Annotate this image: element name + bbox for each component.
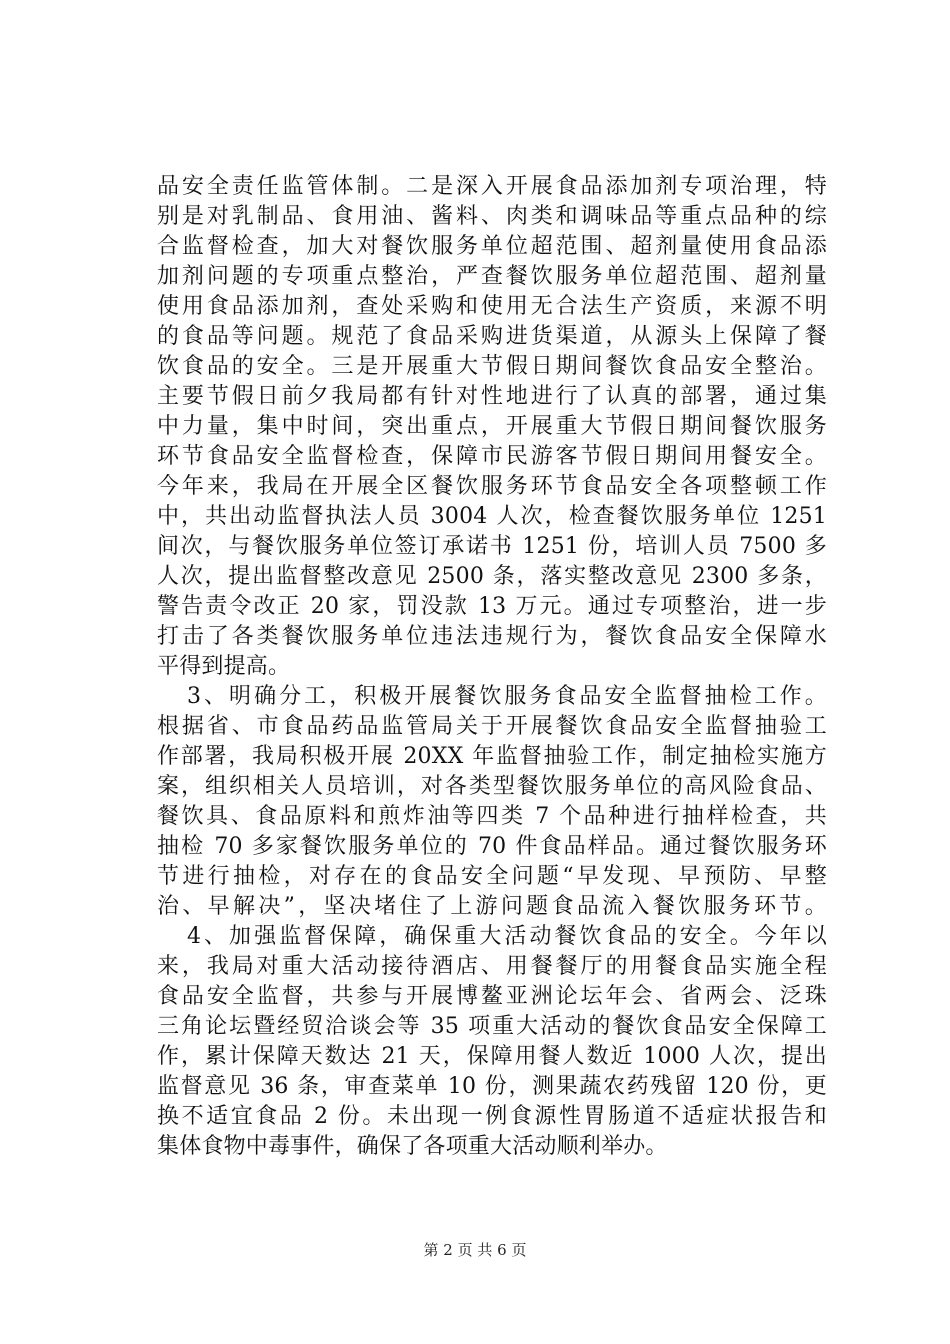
- text-line: 换不适宜食品 2 份。未出现一例食源性胃肠道不适症状报告和: [157, 1104, 827, 1129]
- text-line: 的食品等问题。规范了食品采购进货渠道，从源头上保障了餐: [157, 324, 827, 349]
- text-line: 加剂问题的专项重点整治，严查餐饮服务单位超范围、超剂量: [157, 264, 827, 289]
- text-line: 根据省、市食品药品监管局关于开展餐饮食品安全监督抽验工: [157, 714, 827, 739]
- text-line: 三角论坛暨经贸洽谈会等 35 项重大活动的餐饮食品安全保障工: [157, 1014, 827, 1039]
- text-line: 打击了各类餐饮服务单位违法违规行为，餐饮食品安全保障水: [157, 624, 827, 649]
- text-line: 抽检 70 多家餐饮服务单位的 70 件食品样品。通过餐饮服务环: [157, 834, 827, 859]
- text-line: 品安全责任监管体制。二是深入开展食品添加剂专项治理，特: [157, 174, 827, 199]
- text-line: 监督意见 36 条，审查菜单 10 份，测果蔬农药残留 120 份，更: [157, 1074, 827, 1099]
- text-line: 食品安全监督，共参与开展博鳌亚洲论坛年会、省两会、泛珠: [157, 984, 827, 1009]
- section-heading-line: 3、明确分工，积极开展餐饮服务食品安全监督抽检工作。: [187, 684, 827, 709]
- text-line: 中力量，集中时间，突出重点，开展重大节假日期间餐饮服务: [157, 414, 827, 439]
- text-line: 合监督检查，加大对餐饮服务单位超范围、超剂量使用食品添: [157, 234, 827, 259]
- text-line: 平得到提高。: [157, 654, 291, 679]
- text-line: 作，累计保障天数达 21 天，保障用餐人数近 1000 人次，提出: [157, 1044, 827, 1069]
- text-line: 治、早解决”，坚决堵住了上游问题食品流入餐饮服务环节。: [157, 894, 827, 919]
- text-line: 集体食物中毒事件，确保了各项重大活动顺利举办。: [157, 1134, 668, 1159]
- text-line: 餐饮具、食品原料和煎炸油等四类 7 个品种进行抽样检查，共: [157, 804, 827, 829]
- text-line: 中，共出动监督执法人员 3004 人次，检查餐饮服务单位 1251: [157, 504, 827, 529]
- text-line: 间次，与餐饮服务单位签订承诺书 1251 份，培训人员 7500 多: [157, 534, 827, 559]
- text-line: 作部署，我局积极开展 20XX 年监督抽验工作，制定抽检实施方: [157, 744, 827, 769]
- document-body: [157, 172, 827, 1162]
- text-line: 人次，提出监督整改意见 2500 条，落实整改意见 2300 多条，: [157, 564, 827, 589]
- text-line: 使用食品添加剂，查处采购和使用无合法生产资质，来源不明: [157, 294, 827, 319]
- page-number-footer: 第 2 页 共 6 页: [423, 1241, 527, 1259]
- text-line: 警告责令改正 20 家，罚没款 13 万元。通过专项整治，进一步: [157, 594, 827, 619]
- text-line: 别是对乳制品、食用油、酱料、肉类和调味品等重点品种的综: [157, 204, 827, 229]
- text-line: 节进行抽检，对存在的食品安全问题“早发现、早预防、早整: [157, 864, 827, 889]
- text-line: 来，我局对重大活动接待酒店、用餐餐厅的用餐食品实施全程: [157, 954, 827, 979]
- section-heading-line: 4、加强监督保障，确保重大活动餐饮食品的安全。今年以: [187, 924, 827, 949]
- text-line: 案，组织相关人员培训，对各类型餐饮服务单位的高风险食品、: [157, 774, 827, 799]
- text-line: 环节食品安全监督检查，保障市民游客节假日期间用餐安全。: [157, 444, 827, 469]
- text-line: 今年来，我局在开展全区餐饮服务环节食品安全各项整顿工作: [157, 474, 827, 499]
- text-line: 主要节假日前夕我局都有针对性地进行了认真的部署，通过集: [157, 384, 827, 409]
- text-line: 饮食品的安全。三是开展重大节假日期间餐饮食品安全整治。: [157, 354, 827, 379]
